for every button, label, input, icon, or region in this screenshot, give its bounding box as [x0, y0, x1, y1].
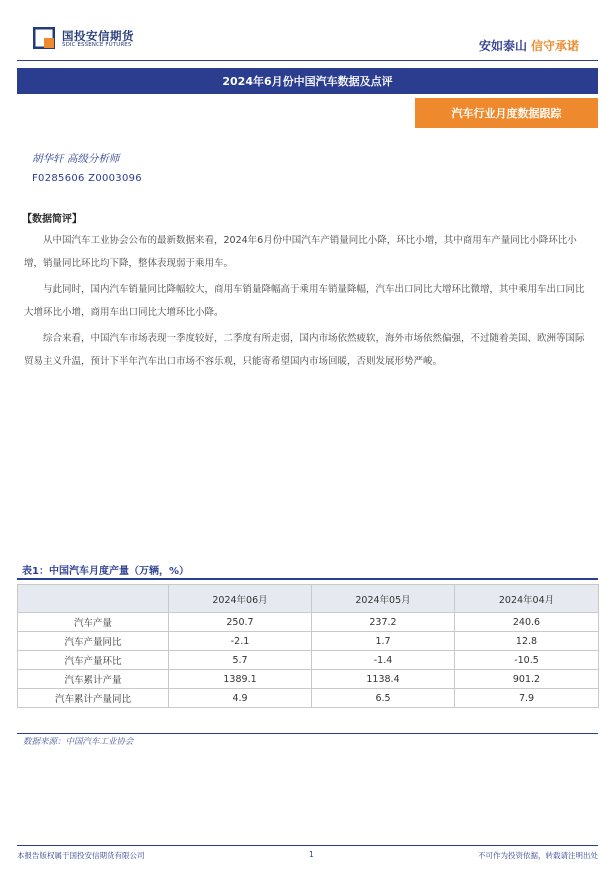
row-label: 汽车累计产量同比	[18, 689, 169, 708]
table-header-cell: 2024年05月	[312, 585, 455, 613]
production-table	[17, 584, 599, 708]
report-tag: 汽车行业月度数据跟踪	[415, 98, 598, 128]
table-row	[18, 613, 599, 632]
table-cell: 5.7	[169, 651, 312, 670]
table-cell: 1138.4	[312, 670, 455, 689]
logo-mark-icon	[33, 27, 55, 49]
summary-paragraph: 从中国汽车工业协会公布的最新数据来看，2024年6月份中国汽车产销量同比小降，环比小增，其中商用车产量同比小降环比小增，销量同比环比均下降，整体表现弱于乘用车。	[24, 235, 577, 269]
table-cell: -1.4	[312, 651, 455, 670]
table-cell: 240.6	[455, 613, 599, 632]
table-top-rule	[17, 578, 598, 580]
logo-name-cn: 国投安信期货	[62, 29, 134, 43]
table-cell: 901.2	[455, 670, 599, 689]
table-cell: 7.9	[455, 689, 599, 708]
section-heading: 【数据简评】	[22, 214, 82, 225]
slogan-part-2: 信守承诺	[530, 39, 579, 53]
footer-divider	[17, 845, 598, 846]
table-cell: 6.5	[312, 689, 455, 708]
table-cell: 237.2	[312, 613, 455, 632]
report-title: 2024年6月份中国汽车数据及点评	[17, 68, 598, 94]
table-header-cell: 2024年06月	[169, 585, 312, 613]
slogan-part-1: 安如泰山	[478, 39, 527, 53]
header-divider	[17, 60, 598, 61]
author-name: 胡华轩 高级分析师	[32, 153, 120, 165]
row-label: 汽车产量同比	[18, 632, 169, 651]
summary-paragraph: 综合来看，中国汽车市场表现一季度较好，二季度有所走弱，国内市场依然疲软，海外市场依然偏强，不过随着美国、欧洲等国际贸易主义升温，预计下半年汽车出口市场不容乐观，只能寄希望国内市场回暖，否则发展形势严峻。	[24, 333, 585, 367]
data-source: 数据来源：中国汽车工业协会	[23, 737, 134, 747]
table-cell: 4.9	[169, 689, 312, 708]
footer-copyright: 本报告版权属于国投安信期货有限公司	[17, 851, 145, 860]
page-number: 1	[309, 850, 314, 859]
table-cell: 1.7	[312, 632, 455, 651]
company-logo	[33, 27, 163, 51]
footer-disclaimer: 不可作为投资依据，转载请注明出处	[478, 851, 598, 860]
table-bottom-rule	[17, 733, 598, 734]
table-row	[18, 670, 599, 689]
table-cell: -10.5	[455, 651, 599, 670]
table-cell: 12.8	[455, 632, 599, 651]
table-row	[18, 632, 599, 651]
table-row	[18, 651, 599, 670]
table-header-cell	[18, 585, 169, 613]
table-header-cell: 2024年04月	[455, 585, 599, 613]
author-id: F0285606 Z0003096	[32, 173, 142, 184]
table-header-row	[18, 585, 599, 613]
row-label: 汽车产量环比	[18, 651, 169, 670]
summary-paragraph: 与此同时，国内汽车销量同比降幅较大，商用车销量降幅高于乘用车销量降幅，汽车出口同比大增环比微增，其中乘用车出口同比大增环比小增，商用车出口同比大增环比小降。	[24, 284, 585, 318]
table-cell: 1389.1	[169, 670, 312, 689]
row-label: 汽车累计产量	[18, 670, 169, 689]
table-cell: -2.1	[169, 632, 312, 651]
slogan	[479, 37, 579, 54]
table-title: 表1：中国汽车月度产量（万辆，%）	[22, 566, 189, 577]
table-row	[18, 689, 599, 708]
logo-name-en: SDIC ESSENCE FUTURES	[62, 42, 132, 48]
row-label: 汽车产量	[18, 613, 169, 632]
table-cell: 250.7	[169, 613, 312, 632]
